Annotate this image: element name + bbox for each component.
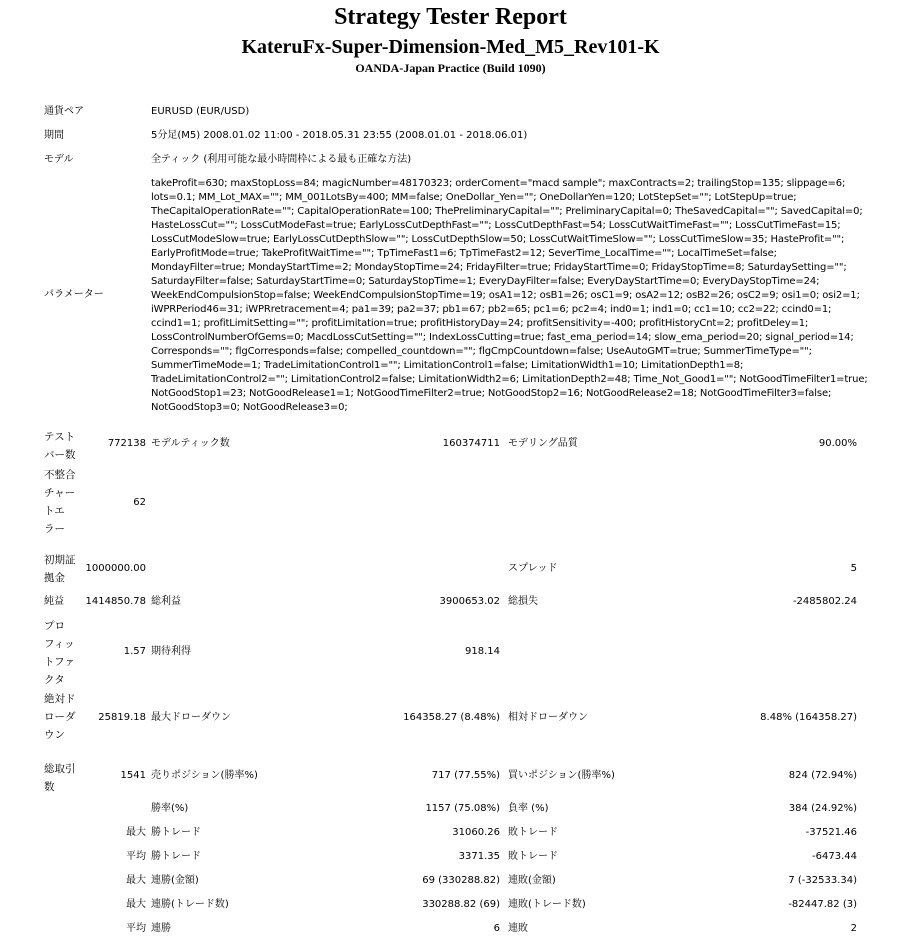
short-label: 売りポジション(勝率%) — [151, 770, 258, 781]
params-line: MondayFilter=true; MondayStartTime=2; MondayStopTime=24; FridayFilter=true; FridayStartTime=0; FridayStopTime=8; SaturdaySetting=""; — [151, 262, 847, 273]
avg-cons-wins-value: 6 — [493, 923, 500, 934]
rel-dd-value: 8.48% (164358.27) — [760, 712, 857, 723]
deposit-value: 1000000.00 — [85, 563, 146, 574]
params-line: WeekEndCompulsionStop=false; WeekEndCompulsionStopTime=19; osA1=12; osB1=26; osC1=9; osA2=12; osB2=26; osC2=9; osi1=0; osi2=1; — [151, 290, 860, 301]
cons-profit-label: 連勝(トレード数) — [151, 899, 229, 910]
avg-prefix: 平均 — [126, 851, 146, 862]
cons-loss-value: -82447.82 (3) — [788, 899, 857, 910]
win-value: 1157 (75.08%) — [425, 803, 500, 814]
avg-cons-losses-value: 2 — [850, 923, 857, 934]
ticks-value: 160374711 — [442, 438, 500, 449]
cons-wins-value: 69 (330288.82) — [422, 875, 500, 886]
max-prefix: 最大 — [126, 827, 146, 838]
worst-trade-value: -37521.46 — [805, 827, 857, 838]
params-label: パラメーター — [44, 289, 104, 300]
params-line: iWPRPeriod46=31; iWPRretracement=4; pa1=39; pa2=37; pb1=67; pb2=65; pc1=6; pc2=4; ind0=1; ind1=0; cc1=10; cc2=22; ccind0=1; — [151, 304, 832, 315]
params-line: HasteLossCut=""; LossCutModeFast=true; EarlyLossCutDepthFast=""; LossCutDepthFast=54; LossCutWaitTimeFast=""; LossCutTimeFast=15; — [151, 220, 841, 231]
max-dd-value: 164358.27 (8.48%) — [403, 712, 500, 723]
cons-wins-label: 連勝(金額) — [151, 875, 199, 886]
params-line: SummerTimeMode=1; TradeLimitationControl1=""; LimitationControl1=false; LimitationWidth1=10; LimitationDepth1=8; — [151, 360, 744, 371]
avg-prefix: 平均 — [126, 923, 146, 934]
params-line: TheCapitalOperationRate=""; CapitalOperationRate=100; ThePreliminaryCapital=""; PreliminaryCapital=0; TheSavedCapital=""; SavedCapital=0; — [151, 206, 863, 217]
avg-win-label: 勝トレード — [151, 851, 201, 862]
gross-loss-label: 総損失 — [508, 596, 538, 607]
avg-loss-value: -6473.44 — [812, 851, 857, 862]
trades-value: 1541 — [120, 770, 146, 781]
rel-dd-label: 相対ドローダウン — [508, 712, 588, 723]
lose-value: 384 (24.92%) — [788, 803, 857, 814]
expected-label: 期待利得 — [151, 646, 191, 657]
bars-label: テスト バー数 — [44, 431, 76, 461]
params-line: takeProfit=630; maxStopLoss=84; magicNumber=48170323; orderComent="macd sample"; maxContracts=2; trailingStop=135; slippage=6; — [151, 178, 846, 189]
params-line: NotGoodStop3=0; NotGoodRelease3=0; — [151, 402, 348, 413]
gross-profit-label: 総利益 — [151, 596, 181, 607]
avg-cons-losses-label: 連敗 — [508, 923, 528, 934]
max-dd-label: 最大ドローダウン — [151, 712, 231, 723]
avg-cons-wins-label: 連勝 — [151, 923, 171, 934]
max-prefix: 最大 — [126, 875, 146, 886]
params-line: EarlyProfitMode=true; TakeProfitWaitTime=""; TpTimeFast1=6; TpTimeFast2=12; SeverTime_LocalTime=""; LocalTimeSet=false; — [151, 248, 777, 259]
period-label: 期間 — [44, 130, 64, 141]
expected-value: 918.14 — [465, 646, 500, 657]
pair-label: 通貨ペア — [44, 106, 84, 117]
abs-dd-value: 25819.18 — [98, 712, 146, 723]
best-trade-label: 勝トレード — [151, 827, 201, 838]
broker-info: OANDA-Japan Practice (Build 1090) — [355, 61, 546, 75]
ticks-label: モデルティック数 — [151, 438, 230, 449]
deposit-label: 初期証 拠金 — [44, 554, 76, 584]
avg-loss-label: 敗トレード — [508, 851, 558, 862]
worst-trade-label: 敗トレード — [508, 827, 558, 838]
params-line: NotGoodStop1=23; NotGoodRelease1=1; NotGoodTimeFilter2=true; NotGoodStop2=16; NotGoodRelease2=18; NotGoodTimeFilter3=false; — [151, 388, 832, 399]
win-label: 勝率(%) — [151, 803, 189, 814]
params-text — [151, 177, 868, 415]
pf-label: プロ フィッ トファ クタ — [44, 620, 75, 686]
params-line: LossCutModeSlow=true; EarlyLossCutDepthSlow=""; LossCutDepthSlow=50; LossCutWaitTimeSlow=""; LossCutTimeSlow=35; HasteProfit=""; — [151, 234, 845, 245]
pair-value: EURUSD (EUR/USD) — [151, 106, 250, 117]
params-line: lots=0.1; MM_Lot_MAX=""; MM_001LotsBy=400; MM=false; OneDollar_Yen=""; OneDollarYen=120; LotStepSet=""; LotStepUp=true; — [151, 192, 797, 203]
cons-losses-label: 連敗(金額) — [508, 875, 556, 886]
mismatch-label: 不整合 チャー トエ ラー — [44, 469, 76, 535]
best-trade-value: 31060.26 — [452, 827, 500, 838]
quality-value: 90.00% — [818, 438, 857, 449]
model-value: 全ティック (利用可能な最小時間枠による最も正確な方法) — [151, 154, 412, 165]
gross-profit-value: 3900653.02 — [439, 596, 500, 607]
spread-label: スプレッド — [508, 563, 558, 574]
mismatch-value: 62 — [133, 497, 146, 508]
pf-value: 1.57 — [123, 646, 146, 657]
ea-name: KateruFx-Super-Dimension-Med_M5_Rev101-K — [241, 36, 660, 58]
long-label: 買いポジション(勝率%) — [508, 770, 615, 781]
long-value: 824 (72.94%) — [788, 770, 857, 781]
report-title: Strategy Tester Report — [334, 4, 567, 30]
abs-dd-label: 絶対ド ローダ ウン — [44, 693, 76, 741]
params-line: LossControlNumberOfGems=0; MacdLossCutSetting=""; IndexLossCutting=true; fast_ema_period=14; slow_ema_period=20; signal_period=14; — [151, 332, 854, 343]
params-line: TradeLimitationControl2=""; LimitationControl2=false; LimitationWidth2=6; LimitationDepth2=48; Time_Not_Good1=""; NotGoodTimeFilter1=true; — [151, 374, 868, 385]
lose-label: 負率 (%) — [508, 803, 549, 814]
cons-profit-value: 330288.82 (69) — [422, 899, 500, 910]
period-value: 5分足(M5) 2008.01.02 11:00 - 2018.05.31 23:55 (2008.01.01 - 2018.06.01) — [151, 130, 528, 141]
cons-loss-label: 連敗(トレード数) — [508, 899, 586, 910]
net-value: 1414850.78 — [85, 596, 146, 607]
net-label: 純益 — [44, 596, 64, 607]
avg-win-value: 3371.35 — [458, 851, 500, 862]
params-line: ccind1=1; profitLimitSetting=""; profitLimitation=true; profitHistoryDay=24; profitSensitivity=-400; profitHistoryCnt=2; profitDeley=1; — [151, 318, 809, 329]
trades-label: 総取引 数 — [44, 763, 76, 793]
quality-label: モデリング品質 — [508, 438, 578, 449]
params-line: SaturdayFilter=false; SaturdayStartTime=0; SaturdayStopTime=1; EveryDayFilter=false; EveryDayStartTime=0; EveryDayStopTime=24; — [151, 276, 820, 287]
bars-value: 772138 — [107, 438, 146, 449]
short-value: 717 (77.55%) — [431, 770, 500, 781]
spread-value: 5 — [850, 563, 857, 574]
model-label: モデル — [44, 154, 74, 165]
max-prefix: 最大 — [126, 899, 146, 910]
cons-losses-value: 7 (-32533.34) — [788, 875, 857, 886]
params-line: Corresponds=""; flgCorresponds=false; compelled_countdown=""; flgCmpCountdown=false; UseAutoGMT=true; SummerTimeType=""; — [151, 346, 812, 357]
gross-loss-value: -2485802.24 — [792, 596, 857, 607]
